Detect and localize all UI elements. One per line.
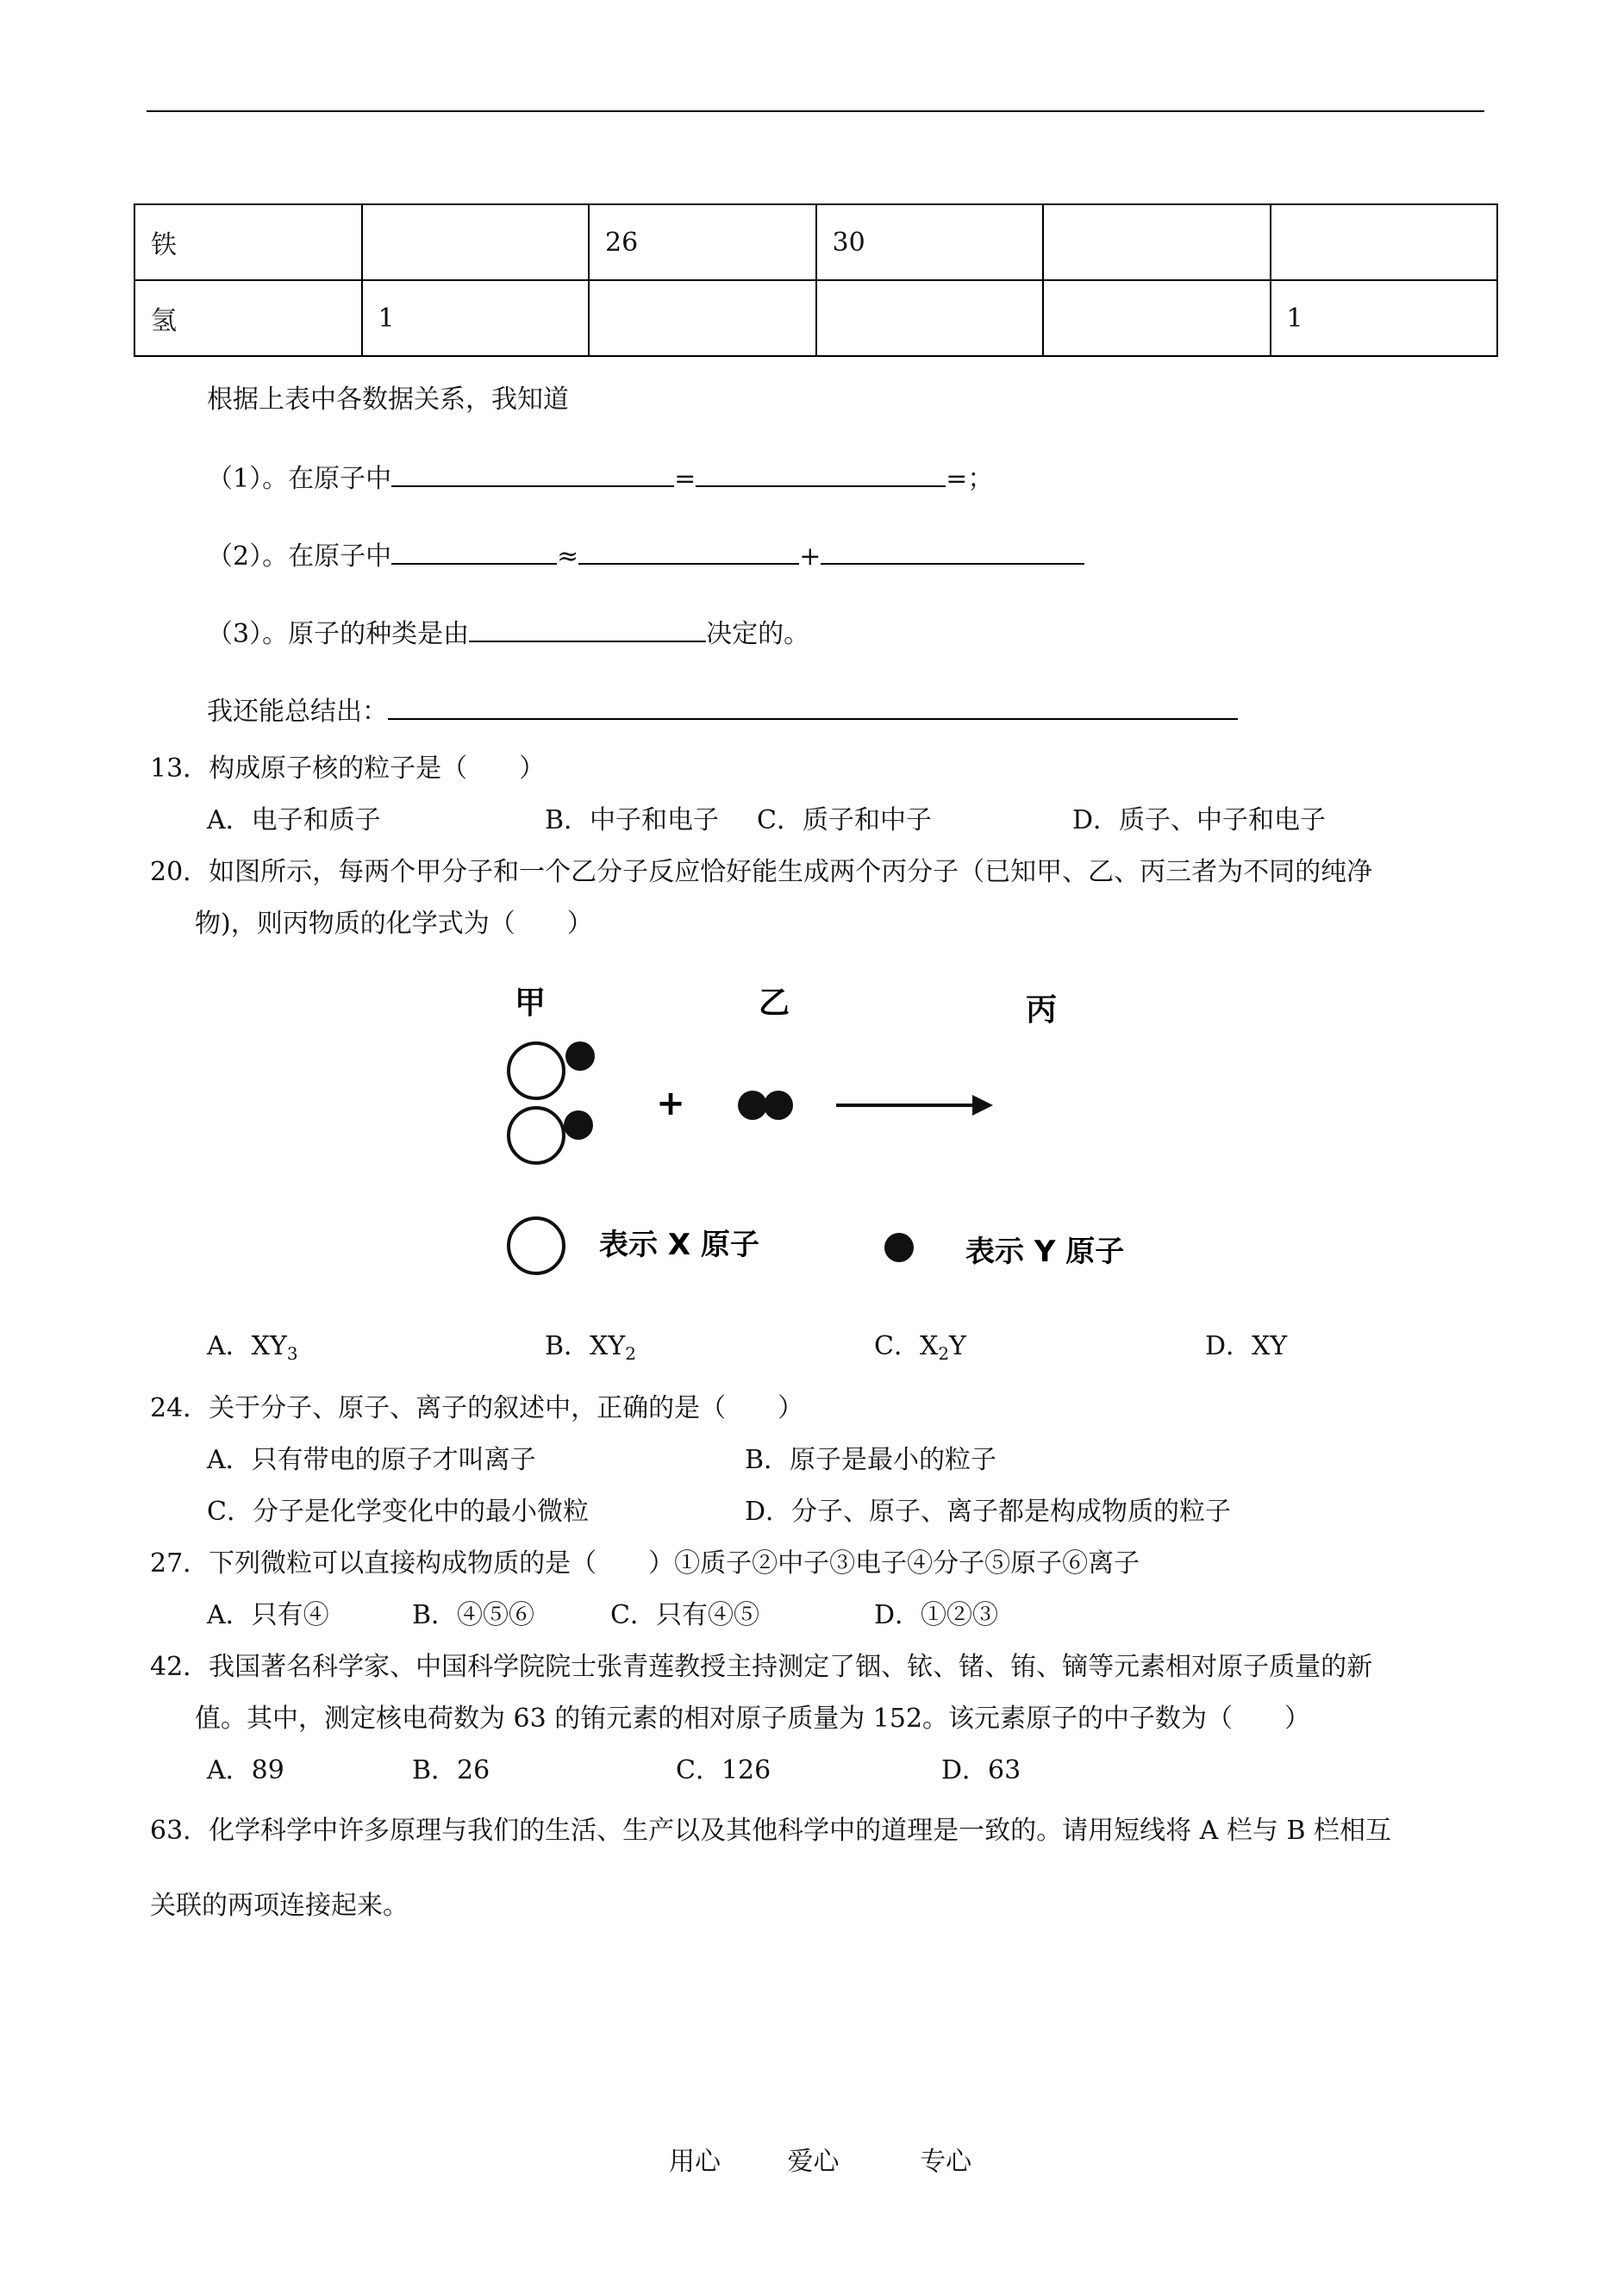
option-a: A．电子和质子 (207, 805, 381, 835)
table-cell: 1 (1271, 280, 1498, 356)
answer-blank[interactable] (696, 463, 946, 487)
option-c: C．126 (676, 1755, 771, 1785)
y-atom (764, 1091, 793, 1120)
table-cell (589, 280, 816, 356)
option-d: D．63 (941, 1755, 1021, 1785)
table-cell: 铁 (134, 204, 362, 280)
fill-prefix: （1）。在原子中 (207, 464, 392, 494)
option-label: A．XY (207, 1331, 287, 1361)
fill-prefix: （3）。原子的种类是由 (207, 619, 470, 649)
option-d: D．XY (1205, 1331, 1288, 1361)
answer-blank[interactable] (821, 541, 1084, 565)
footer (669, 2149, 971, 2175)
reaction-figure (483, 970, 1155, 1298)
question-20-stem-cont: 物)，则丙物质的化学式为（ ） (195, 909, 593, 939)
option-d: D．质子、中子和电子 (1072, 805, 1327, 835)
data-table (134, 203, 1498, 357)
option-label: C．X (874, 1331, 939, 1361)
answer-blank[interactable] (388, 696, 1238, 720)
molecule-jia (509, 1041, 595, 1098)
table-row (134, 204, 1497, 280)
fill-prefix: 我还能总结出： (207, 697, 388, 727)
fill-line-4 (207, 696, 1238, 725)
subscript: 3 (286, 1343, 298, 1364)
subscript: 2 (938, 1343, 950, 1364)
question-20-stem: 20．如图所示，每两个甲分子和一个乙分子反应恰好能生成两个丙分子（已知甲、乙、丙三者为不同的纯净 (150, 857, 1373, 887)
table-cell (1271, 204, 1498, 280)
table-cell (1043, 204, 1271, 280)
fill-sep: = (674, 464, 696, 494)
option-a: A．只有带电的原子才叫离子 (207, 1445, 536, 1475)
option-a: A．只有④ (207, 1600, 329, 1630)
question-13-stem: 13．构成原子核的粒子是（ ） (150, 754, 546, 784)
question-24-stem: 24．关于分子、原子、离子的叙述中，正确的是（ ） (150, 1393, 804, 1423)
question-42-stem: 42．我国著名科学家、中国科学院院士张青莲教授主持测定了铟、铱、锗、铕、镝等元素相对原子质量的新 (150, 1652, 1373, 1682)
question-63-stem-cont: 关联的两项连接起来。 (150, 1891, 409, 1921)
option-d: D．①②③ (874, 1600, 999, 1630)
fill-prefix: （2）。在原子中 (207, 541, 392, 572)
table-cell: 26 (589, 204, 816, 280)
question-27-stem: 27．下列微粒可以直接构成物质的是（ ）①质子②中子③电子④分子⑤原子⑥离子 (150, 1548, 1140, 1579)
fill-suffix: 决定的。 (706, 619, 810, 649)
question-63-stem: 63．化学科学中许多原理与我们的生活、生产以及其他科学中的道理是一致的。请用短线将 A 栏与 B 栏相互 (150, 1816, 1392, 1846)
answer-blank[interactable] (391, 463, 674, 487)
option-label: B．XY (545, 1331, 626, 1361)
legend-x-text: 表示 X 原子 (599, 1228, 759, 1262)
fill-sep: + (799, 541, 821, 572)
footer-item: 爱心 (787, 2147, 840, 2177)
option-b: B．④⑤⑥ (412, 1600, 535, 1630)
answer-blank[interactable] (469, 618, 706, 642)
option-c: C．质子和中子 (757, 805, 932, 835)
option-c: C．只有④⑤ (610, 1600, 759, 1630)
reaction-arrow (836, 1095, 993, 1116)
label-yi: 乙 (758, 985, 790, 1021)
option-label: Y (949, 1331, 966, 1361)
fill-sep: ≈ (557, 541, 579, 572)
label-jia: 甲 (514, 985, 547, 1021)
fill-line-3 (207, 618, 809, 647)
x-atom (509, 1043, 564, 1098)
table-row (134, 280, 1497, 356)
molecule-jia (509, 1108, 593, 1163)
legend-y-atom-icon (884, 1233, 914, 1262)
option-d: D．分子、原子、离子都是构成物质的粒子 (745, 1497, 1232, 1527)
y-atom (564, 1110, 593, 1140)
answer-blank[interactable] (578, 541, 799, 565)
table-cell: 30 (816, 204, 1044, 280)
table-cell: 氢 (134, 280, 362, 356)
answer-blank[interactable] (391, 541, 557, 565)
legend-x-atom-icon (509, 1218, 564, 1273)
option-b: B．中子和电子 (545, 805, 720, 835)
question-42-stem-cont: 值。其中，测定核电荷数为 63 的铕元素的相对原子质量为 152。该元素原子的中子数为（ ） (195, 1704, 1311, 1734)
table-cell (816, 280, 1044, 356)
footer-item: 专心 (920, 2147, 972, 2177)
subscript: 2 (625, 1343, 636, 1364)
fill-line-2 (207, 541, 1084, 570)
table-cell: 1 (362, 280, 590, 356)
y-atom (565, 1041, 595, 1071)
option-b: B．原子是最小的粒子 (745, 1445, 997, 1475)
fill-suffix: =； (946, 464, 994, 494)
label-bing: 丙 (1025, 992, 1058, 1028)
intro-text: 根据上表中各数据关系，我知道 (207, 385, 569, 415)
legend-y-text: 表示 Y 原子 (965, 1235, 1125, 1269)
table-cell (1043, 280, 1271, 356)
plus-sign: + (656, 1084, 685, 1123)
fill-line-1 (207, 463, 993, 492)
option-c (874, 1331, 966, 1364)
y-atom (738, 1091, 767, 1120)
option-b: B．26 (412, 1755, 490, 1785)
molecule-yi (738, 1091, 793, 1120)
header-rule (147, 110, 1484, 112)
option-a: A．89 (207, 1755, 284, 1785)
x-atom (509, 1108, 564, 1163)
footer-item: 用心 (669, 2147, 721, 2177)
option-c: C．分子是化学变化中的最小微粒 (207, 1497, 589, 1527)
option-b (545, 1331, 636, 1364)
option-a (207, 1331, 298, 1364)
table-cell (362, 204, 590, 280)
